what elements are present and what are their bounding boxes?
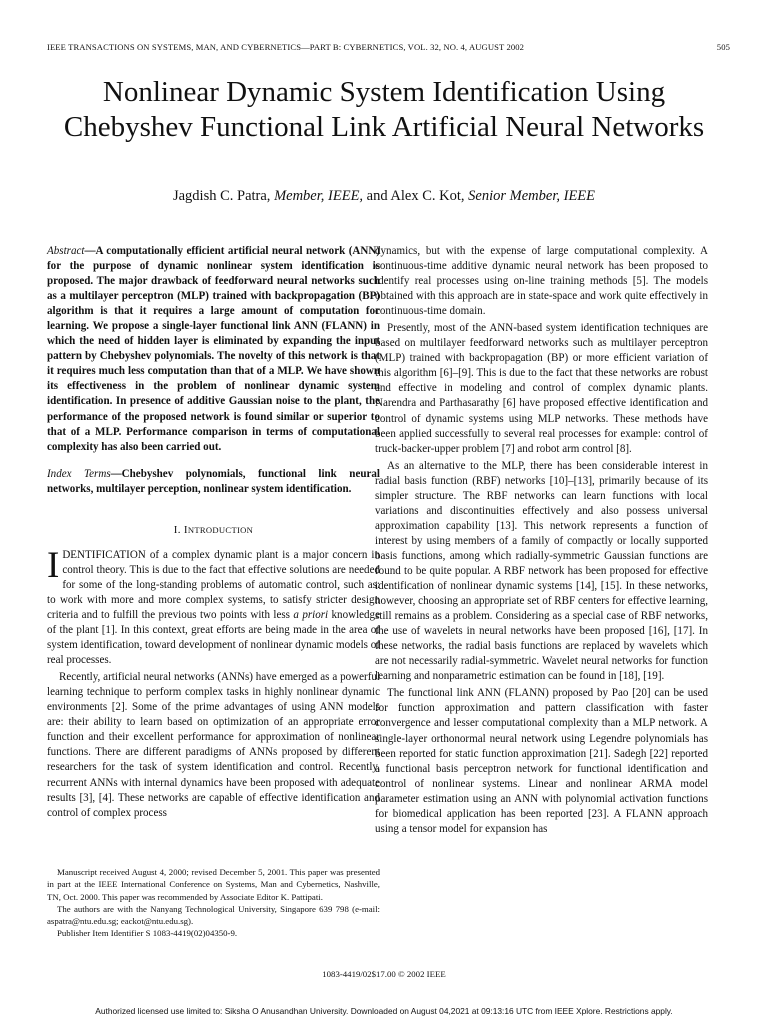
- index-terms-lead: Index Terms: [47, 467, 111, 480]
- right-paragraph-1: dynamics, but with the expense of large computational complexity. A continuous-time additive dynamic neural network has been proposed to identify real processes using on-line training methods [5]. The models obtained with this approach are in state-space and work quite effectively in continuous-time domain.: [375, 245, 708, 318]
- abstract-lead: Abstract: [47, 245, 85, 257]
- section-title-rest: NTRODUCTION: [187, 524, 254, 535]
- intro-paragraph-1: [47, 544, 380, 668]
- index-terms: [47, 467, 380, 497]
- license-notice: Authorized licensed use limited to: Siksha O Anusandhan University. Downloaded on August 04,2021 at 09:13:16 UTC from IEEE Xplore. Restrictions apply.: [95, 1006, 673, 1016]
- author-connector: and Alex C. Kot,: [363, 188, 469, 204]
- footnote-manuscript: Manuscript received August 4, 2000; revised December 5, 2001. This paper was presented in part at the IEEE International Conference on Systems, Man and Cybernetics, Nashville, TN, Oct. 2000. This paper was recommended by Associate Editor K. Pattipati.: [47, 867, 380, 902]
- abstract-text: —A computationally efficient artificial neural network (ANN) for the purpose of dynamic nonlinear system identification is proposed. The major drawback of feedforward neural networks such as a multilayer perceptron (MLP) trained with backpropagation (BP) algorithm is that it requires a large amount of computation for learning. We propose a single-layer functional link ANN (FLANN) in which the need of hidden layer is eliminated by expanding the input pattern by Chebyshev polynomials. The novelty of this network is that it requires much less computation than that of a MLP. We have shown its effectiveness in the problem of nonlinear dynamic system identification. In presence of additive Gaussian noise to the plant, the performance of the proposed network is found similar or superior to that of a MLP. Performance comparison in terms of computational complexity has also been carried out.: [47, 245, 380, 453]
- left-column: [47, 244, 380, 823]
- paper-title: Nonlinear Dynamic System Identification Using Chebyshev Functional Link Artificial Neural Networks: [63, 76, 705, 143]
- right-paragraph-4: The functional link ANN (FLANN) proposed by Pao [20] can be used for function approximation and pattern classification with faster convergence and lesser computational complexity than a MLP network. A single-layer orthonormal neural network using Legendre polynomials has been reported for static function approximation [21]. Sadegh [22] reported a functional basis perceptron network for functional identification and control of nonlinear systems. Linear and nonlinear ARMA model parameter estimation using an ANN with polynomial activation functions for biomedical application has been reported [23]. A FLANN approach using a tensor model for expansion has: [375, 687, 708, 835]
- running-header: [47, 42, 730, 52]
- right-paragraph-2: Presently, most of the ANN-based system identification techniques are based on multilayer feedforward networks such as multilayer perceptron (MLP) trained with backpropagation (BP) or more efficient variation of this algorithm [6]–[9]. This is due to the fact that these networks are robust and effective in modeling and control of complex dynamic plants. Narendra and Parthasarathy [6] have proposed effective identification and control of dynamic systems using MLP networks. These methods have been applied successfully to several real processes for example: control of truck-backer-upper problem [7] and robot arm control [8].: [375, 322, 708, 455]
- drop-cap: I: [47, 544, 60, 586]
- footnote-identifier: Publisher Item Identifier S 1083-4419(02)04350-9.: [57, 928, 238, 939]
- copyright-line: 1083-4419/02$17.00 © 2002 IEEE: [322, 969, 446, 979]
- footnote-affiliation: The authors are with the Nanyang Technological University, Singapore 639 798 (e-mail: aspatra@ntu.edu.sg; eackot@ntu.edu.sg).: [47, 903, 380, 927]
- page-number: 505: [716, 42, 730, 52]
- author-line: [40, 188, 728, 205]
- author-1: Jagdish C. Patra,: [172, 188, 275, 204]
- section-number: I. I: [173, 523, 188, 536]
- index-terms-text: —Chebyshev polynomials, functional link neural networks, multilayer perception, nonlinear system identification.: [47, 467, 380, 495]
- journal-name: IEEE TRANSACTIONS ON SYSTEMS, MAN, AND CYBERNETICS—PART B: CYBERNETICS, VOL. 32, NO. 4, AUGUST 2002: [47, 42, 525, 52]
- author-2-role: Senior Member, IEEE: [468, 188, 596, 204]
- right-paragraph-3: As an alternative to the MLP, there has been considerable interest in radial basis function (RBF) networks [10]–[13], primarily because of its simpler structure. The RBF networks can learn functions with local variations and discontinuities effectively and also possess universal approximation capability [13]. This network represents a function of interest by using members of a family of compactly or locally supported basis functions, among which radially-symmetric Gaussian functions are found to be quite popular. A RBF network has been proposed for effective identification of nonlinear dynamic systems [14], [15]. In these networks, however, choosing an appropriate set of RBF centers for effective learning, still remains as a problem. Considering as a special case of RBF networks, the use of wavelets in neural networks have been proposed [16], [17]. In these networks, the radial basis functions are replaced by wavelets which are not necessarily radial-symmetric. Wavelet neural networks for function learning and nonparametric estimation can be found in [18], [19].: [375, 459, 708, 683]
- author-1-role: Member, IEEE,: [274, 188, 364, 204]
- intro-paragraph-2: Recently, artificial neural networks (ANNs) have emerged as a powerful learning technique to perform complex tasks in highly nonlinear dynamic environments [2]. Some of the prime advantages of using ANN models are: their ability to learn based on optimization of an appropriate error function and their excellent performance for approximation of nonlinear functions. There are different paradigms of ANNs proposed by different researchers for the task of system identification and control. Recently, recurrent ANNs with internal dynamics have been proposed with adequate results [3], [4]. These networks are capable of effective identification and control of complex process: [47, 671, 380, 819]
- right-column: [375, 244, 708, 839]
- abstract: [47, 244, 380, 455]
- section-heading: [47, 523, 380, 538]
- intro-p1-italic: a priori: [293, 608, 329, 621]
- intro-p1-text-a: DENTIFICATION of a complex dynamic plant is a major concern in control theory. This is due to the fact that effective solutions are needed for some of the long-standing problems of automatic control, such as: to work with more and more complex systems, to satisfy stricter design criteria and to fulfill the previous two points with less: [47, 548, 380, 621]
- footnote: [47, 866, 380, 940]
- intro-p1-text-b: knowledge of the plant [1]. In this context, great efforts are being made in the area of system identification, toward development of nonlinear dynamic models of real processes.: [47, 608, 380, 667]
